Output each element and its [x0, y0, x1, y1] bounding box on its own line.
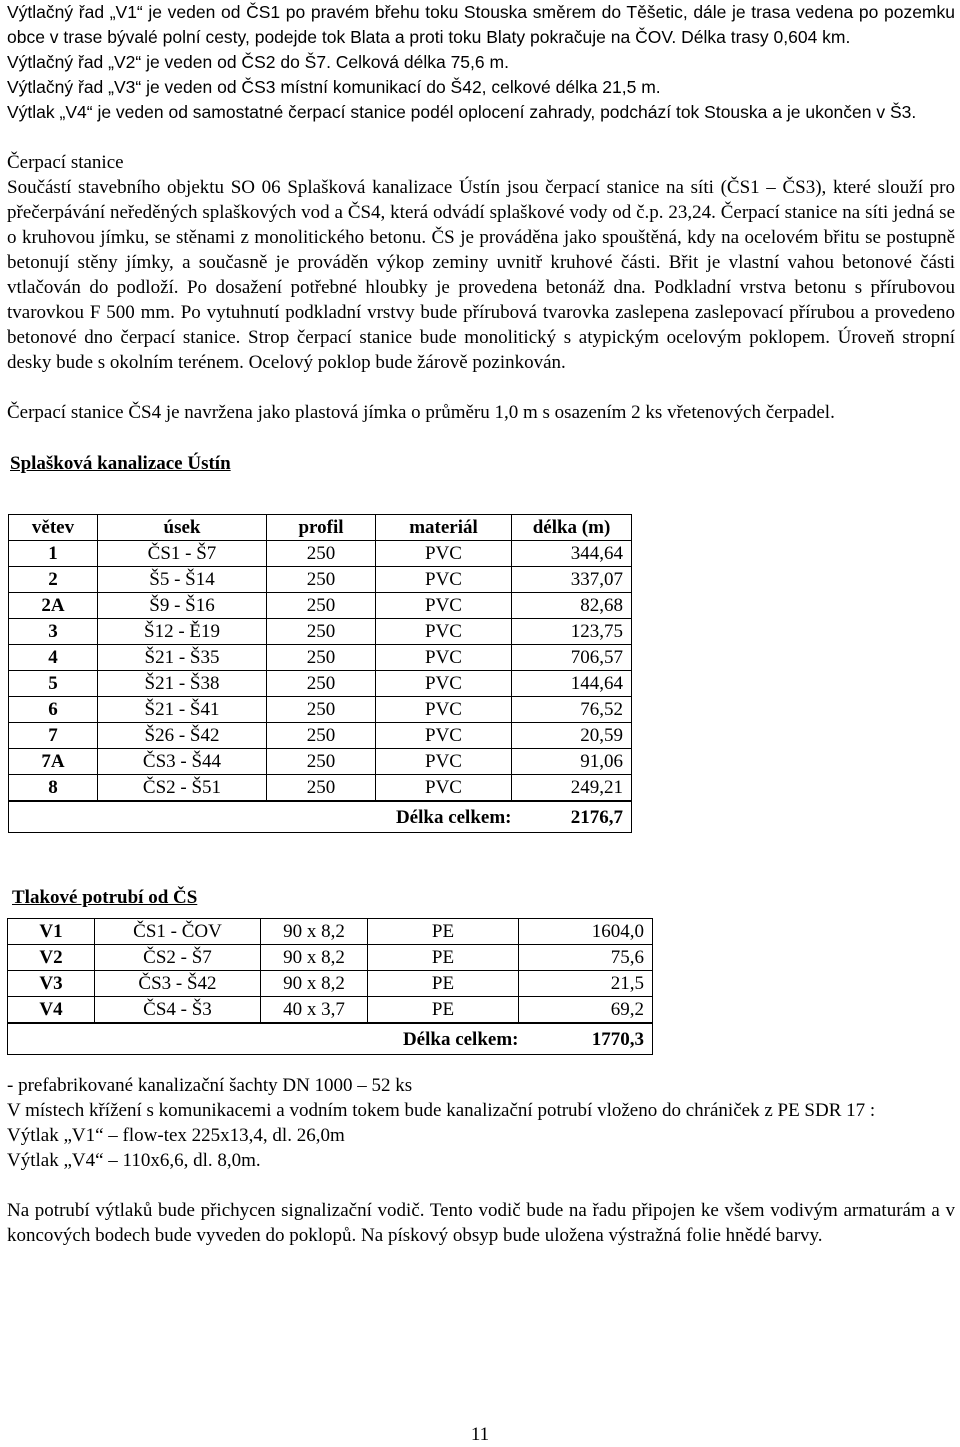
cell-profile: 250	[267, 723, 376, 749]
cell-profile: 250	[267, 697, 376, 723]
cell-profile: 90 x 8,2	[261, 945, 368, 971]
spacer	[7, 125, 955, 150]
cell-material: PVC	[376, 775, 512, 802]
cell-section: Š26 - Š42	[98, 723, 267, 749]
pumps-paragraph: Součástí stavebního objektu SO 06 Splašková kanalizace Ústín jsou čerpací stanice na síti (ČS1 – ČS3), které slouží pro přečerpávání neředěných splaškových vod a ČS4, která odvádí splaškové vody od č.p. 23,24. Čerpací stanice na síti jedná se o kruhovou jímku, se stěnami z monolitického betonu. ČS je prováděna jako spouštěná, kdy na ocelovém břitu se postupně betonují stěny jímky, a současně je prováděn výkop zeminy uvnitř kruhové části. Břit je vlastní vahou betonové části vtlačován do podloží. Po dosažení potřebné hloubky je provedena betonáž dna. Podkladní vrstva betonu s přírubovou tvarovkou F 500 mm. Po vytuhnutí podkladní vrstvy bude přírubová tvarovka zaslepena zaslepovací přírubou a provedeno betonové dno čerpací stanice. Strop čerpací stanice bude monolitický s atypickým ocelovým poklopem. Úroveň stropní desky bude s okolním terénem. Ocelový poklop bude žárově pozinkován.	[7, 177, 955, 373]
cell-section: Š21 - Š35	[98, 645, 267, 671]
cell-section: ČS1 - ČOV	[95, 919, 261, 945]
cell-length: 82,68	[512, 593, 632, 619]
cell-branch: 1	[9, 541, 98, 567]
cell-section: ČS2 - Š51	[98, 775, 267, 802]
cell-length: 249,21	[512, 775, 632, 802]
cell-length: 21,5	[519, 971, 653, 997]
cell-section: Š5 - Š14	[98, 567, 267, 593]
gravity-total-value: 2176,7	[512, 801, 632, 833]
gravity-total-label: Délka celkem:	[267, 801, 512, 833]
table-row	[9, 749, 632, 775]
cell-material: PE	[368, 945, 519, 971]
cell-length: 20,59	[512, 723, 632, 749]
table-row	[9, 671, 632, 697]
cell-length: 1604,0	[519, 919, 653, 945]
table-row	[9, 775, 632, 802]
page-number: 11	[470, 1424, 490, 1445]
note-v1-sleeve: Výtlak „V1“ – flow-tex 225x13,4, dl. 26,0m	[7, 1125, 345, 1146]
cell-length: 706,57	[512, 645, 632, 671]
cell-profile: 250	[267, 645, 376, 671]
note-v4-sleeve: Výtlak „V4“ – 110x6,6, dl. 8,0m.	[7, 1150, 261, 1171]
cell-material: PE	[368, 919, 519, 945]
cell-material: PE	[368, 971, 519, 997]
table-row	[9, 723, 632, 749]
total-spacer	[9, 801, 267, 833]
intro-paragraph-v4: Výtlak „V4“ je veden od samostatné čerpací stanice podél oplocení zahrady, podchází tok Stouska a je ukončen v Š3.	[7, 102, 917, 122]
cell-branch: 2	[9, 567, 98, 593]
cell-profile: 90 x 8,2	[261, 971, 368, 997]
cell-branch: 7	[9, 723, 98, 749]
cell-length: 75,6	[519, 945, 653, 971]
spacer	[7, 1173, 955, 1198]
cell-length: 91,06	[512, 749, 632, 775]
col-header-section: úsek	[98, 515, 267, 541]
pressure-total-label: Délka celkem:	[261, 1023, 519, 1055]
spacer	[7, 1055, 955, 1073]
cell-length: 69,2	[519, 997, 653, 1024]
cell-material: PVC	[376, 697, 512, 723]
cell-length: 144,64	[512, 671, 632, 697]
cell-section: ČS1 - Š7	[98, 541, 267, 567]
table-row	[9, 541, 632, 567]
cell-branch: V3	[8, 971, 95, 997]
cell-profile: 250	[267, 619, 376, 645]
table-row	[9, 619, 632, 645]
note-crossings: V místech křížení s komunikacemi a vodním tokem bude kanalizační potrubí vloženo do chrániček z PE SDR 17 :	[7, 1100, 876, 1121]
cell-material: PVC	[376, 723, 512, 749]
cell-length: 337,07	[512, 567, 632, 593]
spacer	[7, 833, 955, 885]
cell-profile: 40 x 3,7	[261, 997, 368, 1024]
spacer	[7, 425, 955, 451]
cell-branch: 7A	[9, 749, 98, 775]
note-signal-wire: Na potrubí výtlaků bude přichycen signalizační vodič. Tento vodič bude na řadu připojen ke všem vodivým armaturám a v koncových bodech bude vyveden do poklopů. Na pískový obsyp bude uložena výstražná folie hnědé barvy.	[7, 1200, 955, 1246]
table-row	[9, 697, 632, 723]
col-header-branch: větev	[9, 515, 98, 541]
cell-material: PVC	[376, 567, 512, 593]
cell-branch: 2A	[9, 593, 98, 619]
pressure-total-row	[8, 1023, 653, 1055]
col-header-profile: profil	[267, 515, 376, 541]
table-row	[9, 593, 632, 619]
pumps-cs4-paragraph: Čerpací stanice ČS4 je navržena jako plastová jímka o průměru 1,0 m s osazením 2 ks vřetenových čerpadel.	[7, 402, 835, 423]
cell-section: ČS3 - Š44	[98, 749, 267, 775]
note-shafts: - prefabrikované kanalizační šachty DN 1000 – 52 ks	[7, 1075, 413, 1096]
cell-material: PVC	[376, 671, 512, 697]
cell-material: PE	[368, 997, 519, 1024]
cell-section: Š9 - Š16	[98, 593, 267, 619]
cell-section: Š21 - Š41	[98, 697, 267, 723]
cell-profile: 250	[267, 671, 376, 697]
table-row	[8, 997, 653, 1024]
intro-paragraph-v1: Výtlačný řad „V1“ je veden od ČS1 po pravém břehu toku Stouska směrem do Těšetic, dále je trasa vedena po pozemku obce v trase bývalé polní cesty, podejde tok Blata a proti toku Blaty pokračuje na ČOV. Délka trasy 0,604 km.	[7, 2, 955, 47]
spacer	[7, 476, 955, 514]
cell-profile: 250	[267, 775, 376, 802]
cell-length: 123,75	[512, 619, 632, 645]
cell-branch: 4	[9, 645, 98, 671]
cell-material: PVC	[376, 619, 512, 645]
cell-material: PVC	[376, 749, 512, 775]
cell-section: Š21 - Š38	[98, 671, 267, 697]
spacer	[7, 910, 955, 918]
cell-material: PVC	[376, 645, 512, 671]
intro-paragraph-v3: Výtlačný řad „V3“ je veden od ČS3 místní komunikací do Š42, celkové délka 21,5 m.	[7, 77, 661, 97]
cell-branch: 8	[9, 775, 98, 802]
cell-material: PVC	[376, 541, 512, 567]
cell-section: Š12 - Ě19	[98, 619, 267, 645]
pressure-table	[7, 918, 653, 1055]
gravity-total-row	[9, 801, 632, 833]
table-row	[9, 645, 632, 671]
cell-profile: 250	[267, 593, 376, 619]
cell-profile: 250	[267, 749, 376, 775]
cell-branch: V1	[8, 919, 95, 945]
gravity-table	[8, 514, 632, 833]
pumps-heading: Čerpací stanice	[7, 152, 124, 173]
cell-section: ČS4 - Š3	[95, 997, 261, 1024]
gravity-title: Splašková kanalizace Ústín	[10, 453, 231, 474]
gravity-header-row	[9, 515, 632, 541]
cell-branch: 6	[9, 697, 98, 723]
pressure-total-value: 1770,3	[519, 1023, 653, 1055]
cell-branch: 5	[9, 671, 98, 697]
document-page	[7, 0, 955, 1248]
cell-length: 76,52	[512, 697, 632, 723]
col-header-length: délka (m)	[512, 515, 632, 541]
cell-length: 344,64	[512, 541, 632, 567]
cell-branch: V2	[8, 945, 95, 971]
cell-profile: 250	[267, 541, 376, 567]
cell-section: ČS2 - Š7	[95, 945, 261, 971]
cell-profile: 250	[267, 567, 376, 593]
table-row	[8, 919, 653, 945]
spacer	[7, 375, 955, 400]
cell-material: PVC	[376, 593, 512, 619]
cell-branch: 3	[9, 619, 98, 645]
pressure-title: Tlakové potrubí od ČS	[12, 887, 198, 908]
table-row	[8, 971, 653, 997]
cell-branch: V4	[8, 997, 95, 1024]
total-spacer	[8, 1023, 261, 1055]
col-header-material: materiál	[376, 515, 512, 541]
table-row	[8, 945, 653, 971]
table-row	[9, 567, 632, 593]
intro-paragraph-v2: Výtlačný řad „V2“ je veden od ČS2 do Š7. Celková délka 75,6 m.	[7, 52, 509, 72]
cell-profile: 90 x 8,2	[261, 919, 368, 945]
cell-section: ČS3 - Š42	[95, 971, 261, 997]
